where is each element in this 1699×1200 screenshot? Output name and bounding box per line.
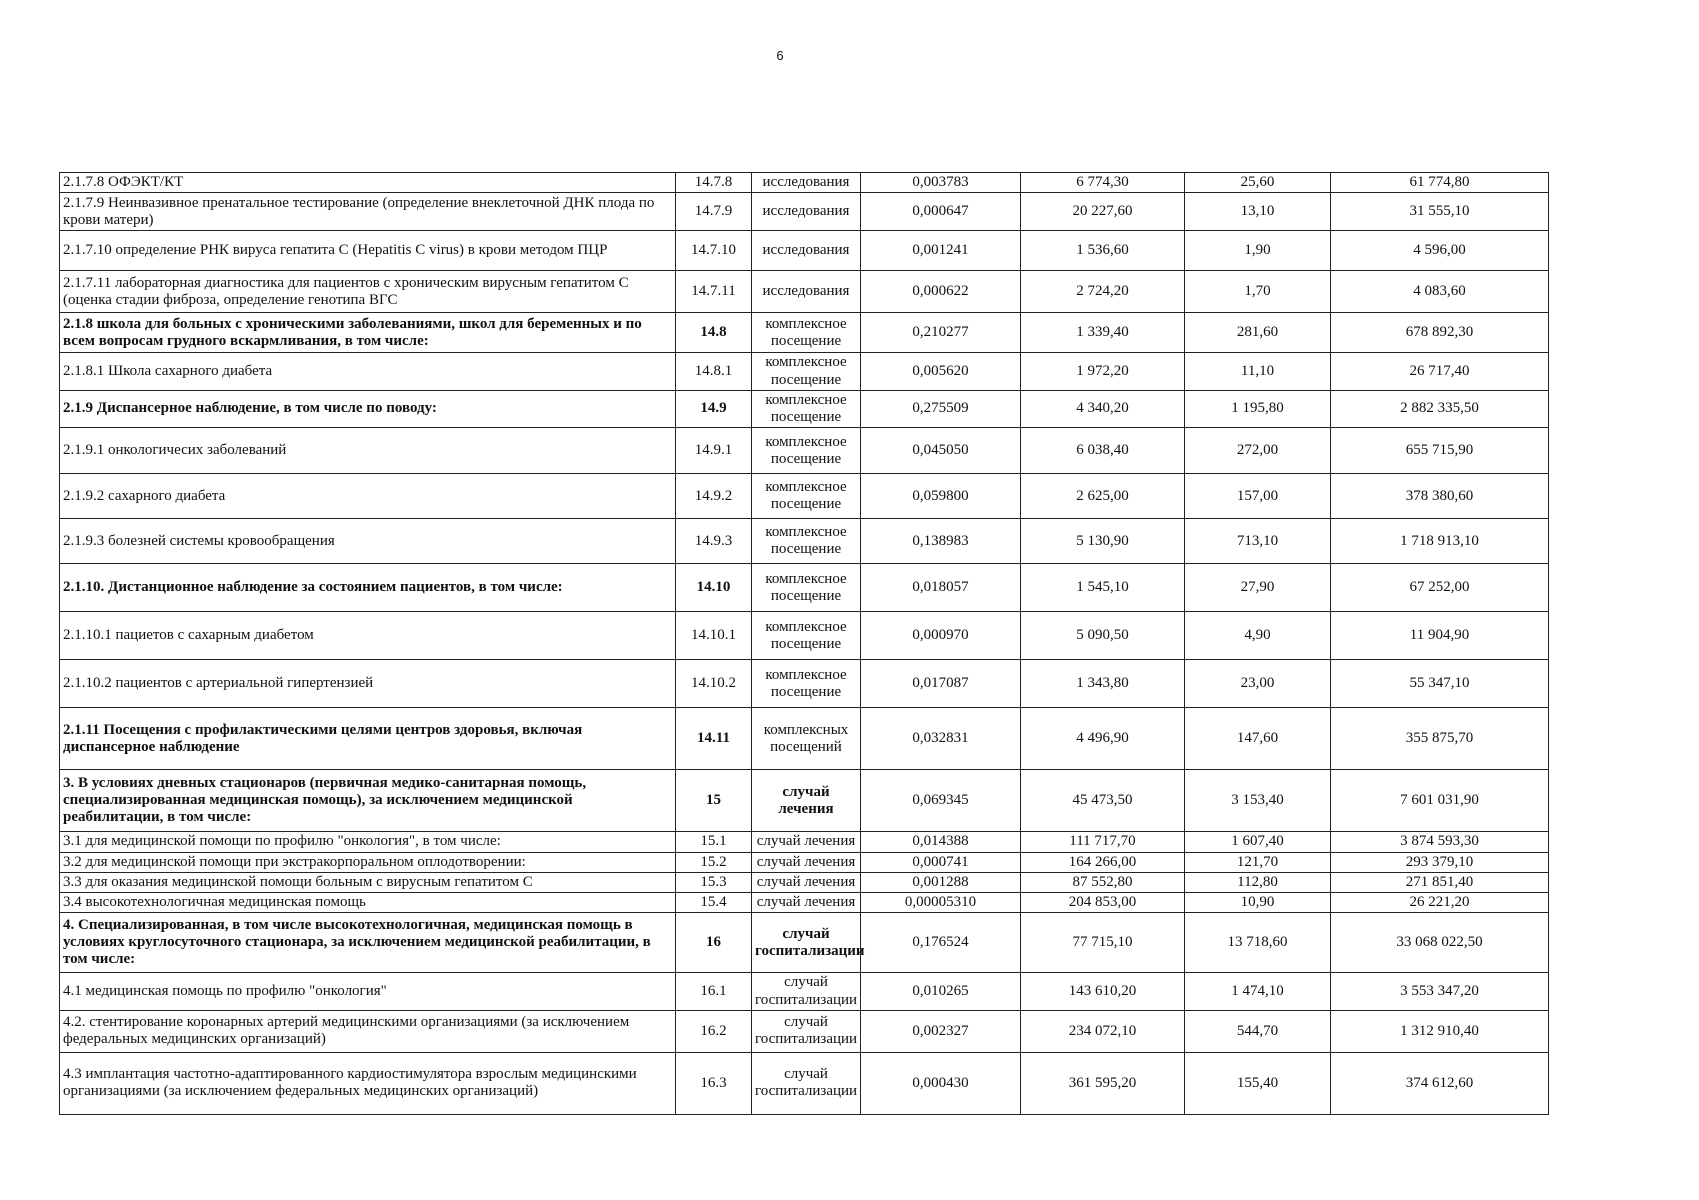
row-per-capita: 272,00 <box>1185 428 1331 474</box>
table-row <box>60 474 1549 519</box>
row-per-capita: 1,90 <box>1185 231 1331 271</box>
row-code: 14.9.2 <box>676 474 752 519</box>
row-unit: случай госпитализации <box>752 973 861 1011</box>
row-unit: комплексное посещение <box>752 519 861 564</box>
row-norm: 0,003783 <box>861 173 1021 193</box>
row-cost: 87 552,80 <box>1021 872 1185 892</box>
row-code: 15.4 <box>676 893 752 913</box>
row-cost: 5 130,90 <box>1021 519 1185 564</box>
table-row <box>60 353 1549 391</box>
row-total: 31 555,10 <box>1331 193 1549 231</box>
row-name: 2.1.9.3 болезней системы кровообращения <box>60 519 676 564</box>
row-unit: исследования <box>752 173 861 193</box>
row-name: 4.3 имплантация частотно-адаптированного кардиостимулятора взрослым медицинскими организациями (за исключением федеральных медицинских организаций) <box>60 1052 676 1114</box>
row-per-capita: 713,10 <box>1185 519 1331 564</box>
row-cost: 1 972,20 <box>1021 353 1185 391</box>
row-norm: 0,005620 <box>861 353 1021 391</box>
row-unit: комплексное посещение <box>752 660 861 708</box>
row-unit: случай лечения <box>752 770 861 832</box>
row-cost: 111 717,70 <box>1021 832 1185 852</box>
row-name: 3.4 высокотехнологичная медицинская помощь <box>60 893 676 913</box>
table-row <box>60 660 1549 708</box>
row-unit: исследования <box>752 193 861 231</box>
row-norm: 0,00005310 <box>861 893 1021 913</box>
table-row <box>60 612 1549 660</box>
row-cost: 2 625,00 <box>1021 474 1185 519</box>
table-row <box>60 231 1549 271</box>
row-total: 26 717,40 <box>1331 353 1549 391</box>
page-number: 6 <box>776 48 784 63</box>
row-code: 16.3 <box>676 1052 752 1114</box>
row-norm: 0,275509 <box>861 390 1021 428</box>
table-row <box>60 708 1549 770</box>
row-norm: 0,014388 <box>861 832 1021 852</box>
row-name: 2.1.9.2 сахарного диабета <box>60 474 676 519</box>
row-norm: 0,032831 <box>861 708 1021 770</box>
row-unit: случай лечения <box>752 832 861 852</box>
row-norm: 0,059800 <box>861 474 1021 519</box>
row-unit: случай госпитализации <box>752 1052 861 1114</box>
row-norm: 0,138983 <box>861 519 1021 564</box>
tariff-table <box>59 172 1549 1115</box>
row-norm: 0,002327 <box>861 1010 1021 1052</box>
row-name: 4. Специализированная, в том числе высокотехнологичная, медицинская помощь в условиях круглосуточного стационара, за исключением медицинской реабилитации, в том числе: <box>60 913 676 973</box>
row-name: 3. В условиях дневных стационаров (первичная медико-санитарная помощь, специализированная медицинская помощь), за исключением медицинской реабилитации, в том числе: <box>60 770 676 832</box>
row-code: 14.10.1 <box>676 612 752 660</box>
row-cost: 6 774,30 <box>1021 173 1185 193</box>
row-code: 15.3 <box>676 872 752 892</box>
row-name: 2.1.10.2 пациентов с артериальной гипертензией <box>60 660 676 708</box>
row-norm: 0,045050 <box>861 428 1021 474</box>
row-cost: 77 715,10 <box>1021 913 1185 973</box>
row-total: 3 553 347,20 <box>1331 973 1549 1011</box>
row-code: 14.9.1 <box>676 428 752 474</box>
row-norm: 0,000647 <box>861 193 1021 231</box>
row-cost: 204 853,00 <box>1021 893 1185 913</box>
row-name: 3.3 для оказания медицинской помощи больным с вирусным гепатитом С <box>60 872 676 892</box>
row-name: 2.1.10. Дистанционное наблюдение за состоянием пациентов, в том числе: <box>60 564 676 612</box>
row-total: 7 601 031,90 <box>1331 770 1549 832</box>
row-cost: 143 610,20 <box>1021 973 1185 1011</box>
row-cost: 361 595,20 <box>1021 1052 1185 1114</box>
row-code: 15.2 <box>676 852 752 872</box>
row-total: 374 612,60 <box>1331 1052 1549 1114</box>
row-per-capita: 27,90 <box>1185 564 1331 612</box>
table-row <box>60 973 1549 1011</box>
row-code: 14.9 <box>676 390 752 428</box>
row-unit: комплексное посещение <box>752 353 861 391</box>
row-code: 14.10 <box>676 564 752 612</box>
table-row <box>60 852 1549 872</box>
row-norm: 0,000970 <box>861 612 1021 660</box>
row-name: 2.1.8 школа для больных с хроническими заболеваниями, школ для беременных и по всем вопросам грудного вскармливания, в том числе: <box>60 313 676 353</box>
table-row <box>60 173 1549 193</box>
row-total: 293 379,10 <box>1331 852 1549 872</box>
row-per-capita: 121,70 <box>1185 852 1331 872</box>
table-row <box>60 519 1549 564</box>
table-row <box>60 428 1549 474</box>
row-name: 2.1.9 Диспансерное наблюдение, в том числе по поводу: <box>60 390 676 428</box>
row-total: 1 718 913,10 <box>1331 519 1549 564</box>
row-total: 271 851,40 <box>1331 872 1549 892</box>
row-code: 14.8.1 <box>676 353 752 391</box>
row-unit: комплексное посещение <box>752 313 861 353</box>
row-unit: комплексное посещение <box>752 428 861 474</box>
row-per-capita: 112,80 <box>1185 872 1331 892</box>
table-row <box>60 872 1549 892</box>
row-cost: 45 473,50 <box>1021 770 1185 832</box>
row-per-capita: 1 474,10 <box>1185 973 1331 1011</box>
row-code: 14.9.3 <box>676 519 752 564</box>
row-unit: комплексное посещение <box>752 564 861 612</box>
row-unit: комплексное посещение <box>752 474 861 519</box>
row-code: 16.2 <box>676 1010 752 1052</box>
table-row <box>60 913 1549 973</box>
row-per-capita: 4,90 <box>1185 612 1331 660</box>
row-norm: 0,069345 <box>861 770 1021 832</box>
row-name: 3.2 для медицинской помощи при экстракорпоральном оплодотворении: <box>60 852 676 872</box>
row-norm: 0,000430 <box>861 1052 1021 1114</box>
row-cost: 1 536,60 <box>1021 231 1185 271</box>
row-norm: 0,017087 <box>861 660 1021 708</box>
row-unit: случай лечения <box>752 872 861 892</box>
row-name: 2.1.8.1 Школа сахарного диабета <box>60 353 676 391</box>
row-norm: 0,001241 <box>861 231 1021 271</box>
row-name: 2.1.7.10 определение РНК вируса гепатита C (Hepatitis C virus) в крови методом ПЦР <box>60 231 676 271</box>
row-cost: 1 339,40 <box>1021 313 1185 353</box>
row-code: 16.1 <box>676 973 752 1011</box>
row-norm: 0,010265 <box>861 973 1021 1011</box>
row-cost: 6 038,40 <box>1021 428 1185 474</box>
row-unit: случай госпитализации <box>752 1010 861 1052</box>
row-code: 14.10.2 <box>676 660 752 708</box>
row-name: 2.1.11 Посещения с профилактическими целями центров здоровья, включая диспансерное наблюдение <box>60 708 676 770</box>
row-code: 16 <box>676 913 752 973</box>
row-code: 14.8 <box>676 313 752 353</box>
row-per-capita: 10,90 <box>1185 893 1331 913</box>
row-total: 11 904,90 <box>1331 612 1549 660</box>
row-name: 2.1.10.1 пациетов с сахарным диабетом <box>60 612 676 660</box>
row-unit: комплексное посещение <box>752 612 861 660</box>
table-row <box>60 564 1549 612</box>
row-cost: 164 266,00 <box>1021 852 1185 872</box>
row-per-capita: 1 607,40 <box>1185 832 1331 852</box>
row-total: 378 380,60 <box>1331 474 1549 519</box>
row-cost: 1 343,80 <box>1021 660 1185 708</box>
row-cost: 4 340,20 <box>1021 390 1185 428</box>
row-unit: случай лечения <box>752 852 861 872</box>
row-name: 2.1.9.1 онкологичесих заболеваний <box>60 428 676 474</box>
row-code: 14.7.8 <box>676 173 752 193</box>
row-unit: случай лечения <box>752 893 861 913</box>
row-unit: случай госпитализации <box>752 913 861 973</box>
row-per-capita: 3 153,40 <box>1185 770 1331 832</box>
row-unit: исследования <box>752 271 861 313</box>
table-body <box>60 173 1549 1115</box>
row-name: 2.1.7.11 лабораторная диагностика для пациентов с хроническим вирусным гепатитом С (оценка стадии фиброза, определение генотипа ВГС <box>60 271 676 313</box>
row-per-capita: 157,00 <box>1185 474 1331 519</box>
row-per-capita: 13 718,60 <box>1185 913 1331 973</box>
row-total: 355 875,70 <box>1331 708 1549 770</box>
row-norm: 0,210277 <box>861 313 1021 353</box>
row-cost: 5 090,50 <box>1021 612 1185 660</box>
row-cost: 20 227,60 <box>1021 193 1185 231</box>
row-unit: комплексных посещений <box>752 708 861 770</box>
row-per-capita: 23,00 <box>1185 660 1331 708</box>
row-norm: 0,018057 <box>861 564 1021 612</box>
table-row <box>60 770 1549 832</box>
row-total: 2 882 335,50 <box>1331 390 1549 428</box>
row-norm: 0,000622 <box>861 271 1021 313</box>
row-name: 2.1.7.9 Неинвазивное пренатальное тестирование (определение внеклеточной ДНК плода по крови матери) <box>60 193 676 231</box>
row-total: 26 221,20 <box>1331 893 1549 913</box>
row-norm: 0,176524 <box>861 913 1021 973</box>
row-total: 655 715,90 <box>1331 428 1549 474</box>
row-total: 678 892,30 <box>1331 313 1549 353</box>
row-per-capita: 155,40 <box>1185 1052 1331 1114</box>
table-row <box>60 271 1549 313</box>
table-row <box>60 193 1549 231</box>
row-per-capita: 1,70 <box>1185 271 1331 313</box>
table-row <box>60 1010 1549 1052</box>
row-name: 2.1.7.8 ОФЭКТ/КТ <box>60 173 676 193</box>
row-per-capita: 13,10 <box>1185 193 1331 231</box>
row-total: 55 347,10 <box>1331 660 1549 708</box>
row-name: 3.1 для медицинской помощи по профилю "онкология", в том числе: <box>60 832 676 852</box>
row-name: 4.1 медицинская помощь по профилю "онкология" <box>60 973 676 1011</box>
table-row <box>60 832 1549 852</box>
row-total: 4 596,00 <box>1331 231 1549 271</box>
row-name: 4.2. стентирование коронарных артерий медицинскими организациями (за исключением федеральных медицинских организаций) <box>60 1010 676 1052</box>
row-norm: 0,001288 <box>861 872 1021 892</box>
row-unit: исследования <box>752 231 861 271</box>
table-row <box>60 313 1549 353</box>
row-code: 14.7.10 <box>676 231 752 271</box>
row-total: 67 252,00 <box>1331 564 1549 612</box>
row-per-capita: 11,10 <box>1185 353 1331 391</box>
row-cost: 1 545,10 <box>1021 564 1185 612</box>
row-per-capita: 544,70 <box>1185 1010 1331 1052</box>
table-row <box>60 893 1549 913</box>
row-per-capita: 1 195,80 <box>1185 390 1331 428</box>
row-total: 3 874 593,30 <box>1331 832 1549 852</box>
row-per-capita: 281,60 <box>1185 313 1331 353</box>
row-code: 14.7.9 <box>676 193 752 231</box>
row-total: 33 068 022,50 <box>1331 913 1549 973</box>
row-cost: 4 496,90 <box>1021 708 1185 770</box>
row-norm: 0,000741 <box>861 852 1021 872</box>
row-unit: комплексное посещение <box>752 390 861 428</box>
table-row <box>60 1052 1549 1114</box>
row-cost: 234 072,10 <box>1021 1010 1185 1052</box>
row-per-capita: 25,60 <box>1185 173 1331 193</box>
row-code: 15 <box>676 770 752 832</box>
row-code: 14.11 <box>676 708 752 770</box>
row-code: 15.1 <box>676 832 752 852</box>
row-cost: 2 724,20 <box>1021 271 1185 313</box>
row-total: 1 312 910,40 <box>1331 1010 1549 1052</box>
row-per-capita: 147,60 <box>1185 708 1331 770</box>
row-total: 61 774,80 <box>1331 173 1549 193</box>
table-row <box>60 390 1549 428</box>
row-total: 4 083,60 <box>1331 271 1549 313</box>
row-code: 14.7.11 <box>676 271 752 313</box>
